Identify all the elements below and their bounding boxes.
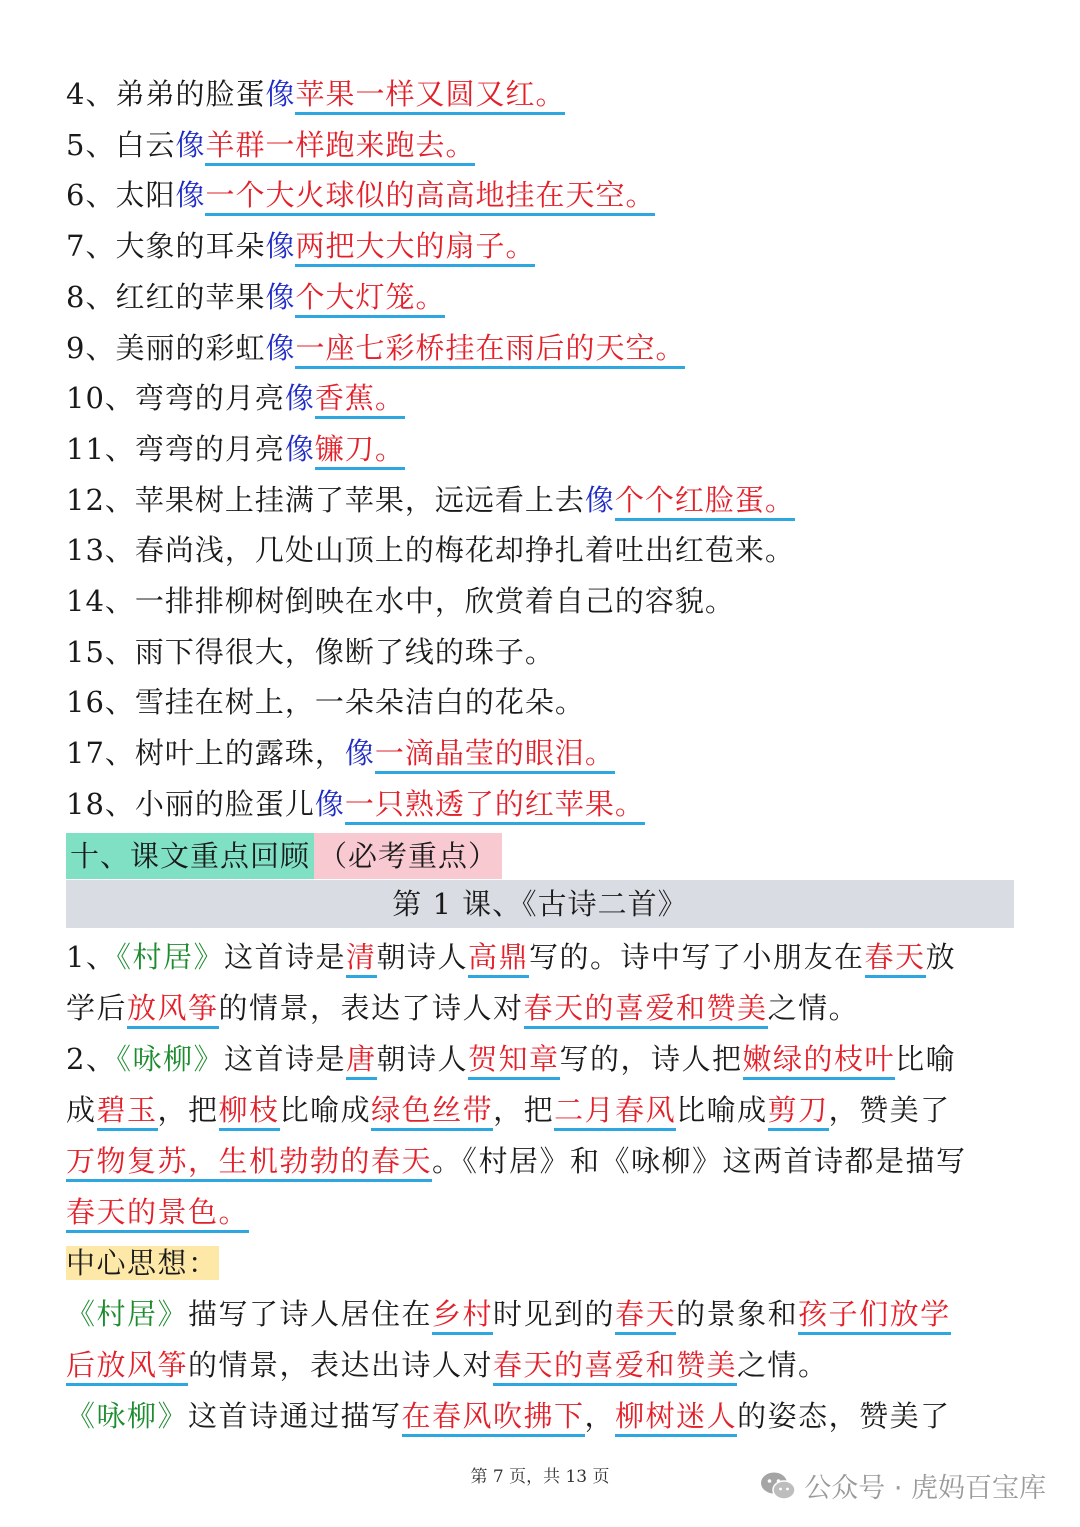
text-segment: 的姿态，赞美了 bbox=[737, 1399, 951, 1433]
simile-line bbox=[66, 378, 405, 418]
text-segment: 6、太阳 bbox=[66, 178, 176, 213]
simile-line bbox=[66, 74, 565, 114]
answer-text: 后放风筝 bbox=[66, 1348, 188, 1386]
poem-title: 《村居》 bbox=[116, 940, 224, 974]
body-line bbox=[66, 937, 956, 977]
text-segment: ，把 bbox=[493, 1093, 555, 1127]
answer-text: 香蕉。 bbox=[315, 381, 405, 419]
answer-text: 一个大火球似的高高地挂在天空。 bbox=[205, 178, 655, 216]
text-segment: 11、弯弯的月亮 bbox=[66, 431, 285, 466]
answer-text: 苹果一样又圆又红。 bbox=[295, 77, 565, 115]
text-segment: 朝诗人 bbox=[376, 1042, 469, 1076]
text-segment: 的情景，表达了诗人对 bbox=[218, 991, 524, 1025]
body-line bbox=[66, 1294, 951, 1334]
answer-text: 唐 bbox=[346, 1042, 377, 1080]
text-segment: 10、弯弯的月亮 bbox=[66, 381, 285, 416]
text-segment: 时见到的 bbox=[493, 1297, 616, 1331]
answer-text: 贺知章 bbox=[468, 1042, 560, 1080]
text-segment: 朝诗人 bbox=[376, 940, 469, 974]
section-title: 十、课文重点回顾 bbox=[66, 833, 314, 879]
simile-line bbox=[66, 632, 555, 672]
answer-text: 春天 bbox=[615, 1297, 676, 1335]
text-segment: ， bbox=[584, 1399, 616, 1433]
body-line bbox=[66, 1141, 967, 1181]
answer-text: 孩子们放学 bbox=[798, 1297, 951, 1335]
simile-line bbox=[66, 175, 655, 215]
poem-title: 《村居》 bbox=[66, 1297, 189, 1331]
body-line bbox=[66, 1243, 219, 1283]
answer-text: 乡村 bbox=[432, 1297, 493, 1335]
text-segment: 1、 bbox=[66, 940, 117, 974]
text-segment: 2、 bbox=[66, 1042, 117, 1076]
simile-line bbox=[66, 581, 735, 621]
body-line bbox=[66, 988, 859, 1028]
text-segment: 15、雨下得很大，像断了线的珠子。 bbox=[66, 634, 555, 669]
answer-text: 柳树迷人 bbox=[615, 1399, 737, 1437]
answer-text: 绿色丝带 bbox=[371, 1093, 493, 1131]
section-heading bbox=[66, 833, 502, 879]
text-segment: 这首诗是 bbox=[223, 940, 346, 974]
answer-text: 一滴晶莹的眼泪。 bbox=[375, 736, 615, 774]
body-line bbox=[66, 1345, 829, 1385]
text-segment: 5、白云 bbox=[66, 127, 176, 162]
answer-text: 羊群一样跑来跑去。 bbox=[205, 128, 475, 166]
simile-line bbox=[66, 530, 795, 570]
watermark-text: 公众号 · 虎妈百宝库 bbox=[804, 1473, 1046, 1504]
text-segment: 像 bbox=[284, 431, 315, 466]
body-line bbox=[66, 1090, 951, 1130]
text-segment: 的景象和 bbox=[676, 1297, 799, 1331]
answer-text: 碧玉 bbox=[97, 1093, 158, 1131]
answer-text: 个大灯笼。 bbox=[295, 280, 445, 318]
answer-text: 两把大大的扇子。 bbox=[295, 229, 535, 267]
poem-title: 《咏柳》 bbox=[66, 1399, 189, 1433]
simile-line bbox=[66, 328, 685, 368]
text-segment: 16、雪挂在树上，一朵朵洁白的花朵。 bbox=[66, 685, 585, 720]
poem-title: 《咏柳》 bbox=[116, 1042, 224, 1076]
text-segment: 像 bbox=[175, 178, 206, 213]
text-segment: 比喻成 bbox=[676, 1093, 768, 1127]
answer-text: 万物复苏，生机勃勃的春天 bbox=[66, 1144, 432, 1182]
text-segment: 之情。 bbox=[767, 991, 860, 1025]
text-segment: 。《村居》和《咏柳》这两首诗都是描写 bbox=[432, 1144, 967, 1178]
text-segment: 7、大象的耳朵 bbox=[66, 229, 266, 264]
text-segment: 比喻成 bbox=[279, 1093, 372, 1127]
watermark bbox=[760, 1466, 1046, 1505]
answer-text: 春天 bbox=[865, 940, 926, 978]
simile-line bbox=[66, 226, 535, 266]
text-segment: 之情。 bbox=[737, 1348, 829, 1382]
text-segment: 描写了诗人居住在 bbox=[188, 1297, 433, 1331]
text-segment: 像 bbox=[265, 229, 296, 264]
simile-line bbox=[66, 682, 585, 722]
text-segment: 像 bbox=[265, 77, 296, 111]
text-segment: 中心思想： bbox=[66, 1246, 219, 1280]
text-segment: 像 bbox=[314, 786, 345, 821]
answer-text: 春天的喜爱和赞美 bbox=[524, 991, 768, 1029]
text-segment: 9、美丽的彩虹 bbox=[66, 330, 266, 365]
text-segment: 像 bbox=[584, 482, 615, 517]
text-segment: 14、一排排柳树倒映在水中，欣赏着自己的容貌。 bbox=[66, 584, 735, 618]
text-segment: 像 bbox=[265, 279, 296, 314]
simile-line bbox=[66, 784, 645, 824]
simile-line bbox=[66, 480, 795, 520]
answer-text: 剪刀 bbox=[768, 1093, 829, 1131]
simile-line bbox=[66, 429, 405, 469]
simile-line bbox=[66, 733, 615, 773]
lesson-title-bar: 第 1 课、《古诗二首》 bbox=[66, 880, 1014, 928]
answer-text: 春天的景色。 bbox=[66, 1195, 249, 1233]
text-segment: 成 bbox=[66, 1093, 97, 1127]
text-segment: 像 bbox=[265, 330, 296, 365]
answer-text: 柳枝 bbox=[219, 1093, 280, 1131]
text-segment: 学后 bbox=[66, 991, 128, 1025]
text-segment: 放 bbox=[925, 940, 957, 974]
text-segment: 写的。诗中写了小朋友在 bbox=[529, 940, 865, 974]
simile-line bbox=[66, 277, 445, 317]
text-segment: 比喻 bbox=[895, 1042, 957, 1076]
simile-line bbox=[66, 125, 475, 165]
answer-text: 清 bbox=[346, 940, 377, 978]
answer-text: 个个红脸蛋。 bbox=[615, 483, 795, 521]
page-number: 第 7 页，共 13 页 bbox=[470, 1467, 610, 1487]
text-segment: ，把 bbox=[157, 1093, 219, 1127]
text-segment: 12、苹果树上挂满了苹果，远远看上去 bbox=[66, 482, 585, 517]
text-segment: 这首诗通过描写 bbox=[188, 1399, 402, 1433]
answer-text: 一只熟透了的红苹果。 bbox=[345, 787, 645, 825]
text-segment: 13、春尚浅，几处山顶上的梅花却挣扎着吐出红苞来。 bbox=[66, 533, 795, 568]
text-segment: 17、树叶上的露珠， bbox=[66, 736, 345, 771]
answer-text: 放风筝 bbox=[127, 991, 219, 1029]
answer-text: 镰刀。 bbox=[315, 432, 405, 470]
text-segment: 8、红红的苹果 bbox=[66, 279, 266, 314]
answer-text: 嫩绿的枝叶 bbox=[743, 1042, 896, 1080]
text-segment: 像 bbox=[284, 381, 315, 416]
answer-text: 二月春风 bbox=[554, 1093, 676, 1131]
text-segment: ，赞美了 bbox=[828, 1093, 951, 1127]
text-segment: 18、小丽的脸蛋儿 bbox=[66, 786, 315, 821]
text-segment: 像 bbox=[344, 736, 375, 771]
body-line bbox=[66, 1396, 951, 1436]
answer-text: 春天的喜爱和赞美 bbox=[493, 1348, 737, 1386]
answer-text: 一座七彩桥挂在雨后的天空。 bbox=[295, 331, 685, 369]
text-segment: 的情景，表达出诗人对 bbox=[188, 1348, 494, 1382]
answer-text: 在春风吹拂下 bbox=[402, 1399, 585, 1437]
text-segment: 4、弟弟的脸蛋 bbox=[66, 77, 266, 111]
text-segment: 写的，诗人把 bbox=[559, 1042, 743, 1076]
text-segment: 像 bbox=[175, 127, 206, 162]
wechat-icon bbox=[760, 1471, 796, 1501]
body-line bbox=[66, 1192, 249, 1232]
text-segment: 这首诗是 bbox=[223, 1042, 346, 1076]
body-line bbox=[66, 1039, 956, 1079]
section-tag: （必考重点） bbox=[314, 833, 502, 879]
answer-text: 高鼎 bbox=[468, 940, 529, 978]
